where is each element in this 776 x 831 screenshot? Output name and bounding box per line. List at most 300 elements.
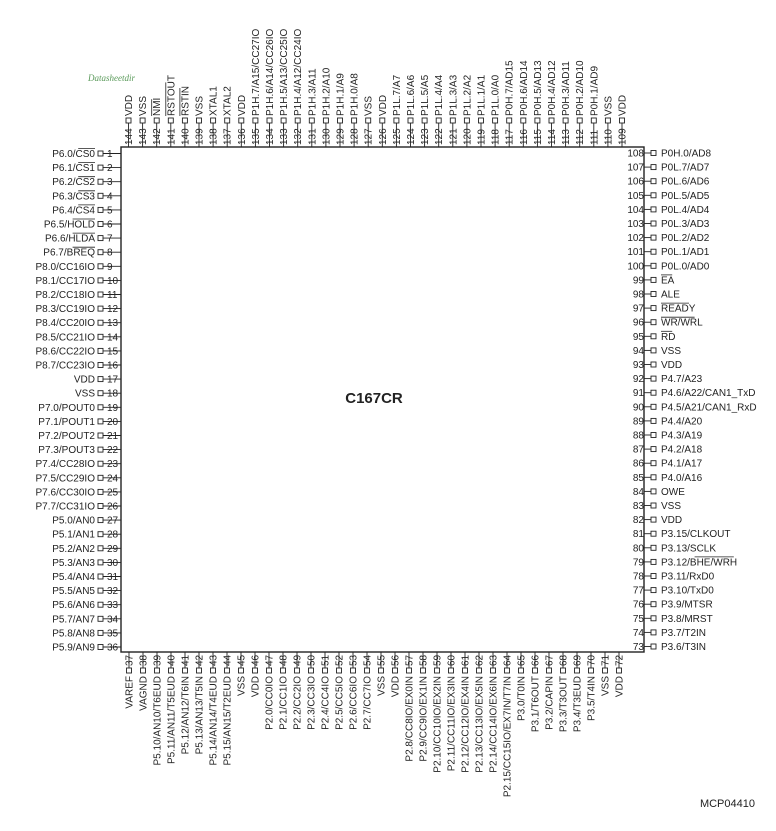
pin [633,543,716,554]
pin-label: VDD [617,94,629,116]
pin [633,529,731,540]
pin-label: P3.3/T3OUT [558,676,570,733]
pin-pad [450,118,455,123]
pin-pad [380,118,385,123]
pin [265,652,276,730]
pin-label: P4.7/A23 [661,374,703,386]
pin-pad [98,560,103,565]
pin [36,473,121,484]
pin-number: 52 [334,654,346,666]
pin-label: P1H.0/A8 [349,73,361,116]
pin-label: P6.1/CS1 [52,163,95,175]
pin-label: P2.13/CC13IO/EX5IN [474,676,486,773]
pin-label: READY [661,303,696,315]
pin-number: 131 [307,128,319,145]
pin-label: VSS [603,95,615,116]
pin-label: P5.6/AN6 [52,600,95,612]
pin-label: P1L.1/A1 [476,74,488,116]
pin [633,331,676,343]
pin-number: 7 [107,233,113,245]
pin-number: 20 [107,416,119,428]
pin [633,416,703,427]
pin-label: RSTOUT [166,75,178,116]
pin-label: P5.2/AN2 [52,543,95,555]
pin-number: 135 [250,128,262,145]
pin [38,431,121,442]
pins-top [124,29,629,147]
pin-number: 45 [236,654,248,666]
pin-pad [267,668,272,673]
pin-pad [98,377,103,382]
pin [52,516,121,527]
pin-label: P5.1/AN1 [52,529,95,541]
pin [627,219,709,230]
pin-pad [651,221,656,226]
pin-label: P2.2/CC2IO [292,676,304,730]
pin-label: P8.5/CC21IO [35,332,95,344]
pin-pad [547,668,552,673]
pin [633,501,681,512]
pin-number: 76 [632,599,644,611]
pin-pad [449,668,454,673]
pin-number: 136 [236,128,248,145]
pin [533,60,544,147]
pin-pad [651,559,656,564]
pin-number: 29 [107,543,119,555]
pin-label: P0H.3/AD11 [561,61,573,116]
pin-number: 100 [627,261,644,273]
pin-pad [253,118,258,123]
pin-label: VDD [377,94,389,116]
pin-label: P1L.2/A2 [462,74,474,116]
pin-label: P5.13/AN13/T5IN [194,676,206,755]
pin-pad [98,348,103,353]
pin-pad [239,668,244,673]
pin-number: 91 [632,388,644,400]
pin-label: P3.6/T3IN [661,642,707,653]
pin-label: P2.10/CC10IO/EX2IN [432,676,444,773]
pin [561,61,572,147]
pin [627,191,709,202]
pin-label: P0L.7/AD7 [661,162,710,174]
pin-pad [422,118,427,123]
pin-number: 75 [632,613,644,625]
pin [573,652,584,732]
pin [36,290,121,301]
pin-number: 17 [107,374,119,386]
pin [125,652,136,709]
pin [167,652,178,764]
pin [52,600,121,611]
pin-pad [365,668,370,673]
pin-number: 80 [632,543,644,555]
pin-pad [98,518,103,523]
pin-number: 109 [617,128,629,145]
pin-label: P4.0/A16 [661,472,703,484]
pin-number: 42 [194,654,206,666]
pin-pad [98,179,103,184]
pin-number: 132 [293,128,305,145]
pin [279,652,290,730]
pin-label: VDD [614,676,626,698]
pin-number: 106 [627,176,644,188]
pin-pad [323,118,328,123]
pin [517,652,528,721]
pin-pad [379,668,384,673]
pin-label: P2.12/CC12IO/EX4IN [460,676,472,773]
pin [633,600,713,611]
pin-pad [575,668,580,673]
pin-pad [394,118,399,123]
pin-label: P5.0/AN0 [52,515,95,527]
pin-pad [98,588,103,593]
pin-label: VSS [194,95,206,116]
pin-label: P1H.6/A14/CC26IO [265,28,276,116]
pin-label: P5.10/AN10/T6EUD [152,676,164,766]
pin [627,205,709,216]
pin [627,233,709,244]
pin [336,73,347,147]
pin [52,191,121,203]
pin-pad [407,668,412,673]
pin-number: 139 [194,128,206,145]
pin-pad [98,447,103,452]
pin-label: P3.10/TxD0 [661,585,714,597]
pin-pad [98,250,103,255]
pin-number: 102 [627,233,644,245]
pin-pad [98,532,103,537]
pin [364,96,375,147]
pin-label: VDD [661,360,683,371]
pin-label: P0L.1/AD1 [661,247,710,259]
pin-pad [393,668,398,673]
pin [633,275,675,287]
pin-number: 113 [561,129,573,145]
pin-number: 35 [107,628,119,640]
pin-number: 61 [460,654,472,666]
pin-pad [182,118,187,123]
pin [138,96,149,147]
pin-number: 79 [632,557,644,569]
pin-label: VDD [73,374,95,386]
pin-label: VSS [661,345,682,357]
pin-pad [651,616,656,621]
pin-label: P5.8/AN8 [52,628,95,640]
pin [633,445,703,456]
pin-number: 43 [208,654,220,666]
pin-pad [168,118,173,123]
pin-pad [651,277,656,282]
pin-number: 87 [632,444,644,456]
pin-label: VDD [250,676,262,698]
pin-label: P4.1/A17 [661,458,703,470]
pin-pad [253,668,258,673]
pin-pad [651,461,656,466]
pin [38,417,121,428]
pin [545,652,556,730]
pin-number: 58 [418,654,430,666]
pin-pad [98,546,103,551]
pin-label: P1L.6/A6 [406,74,417,116]
pin-pad [651,263,656,268]
pin-pad [436,118,441,123]
pin-number: 11 [107,290,118,301]
pin-number: 44 [222,654,234,666]
pin [52,643,121,654]
pin-label: P6.3/CS3 [52,191,95,203]
pin-number: 70 [586,654,598,666]
pin [124,95,135,147]
pin-number: 60 [446,654,458,666]
pin-number: 114 [547,129,558,145]
pin-pad [197,118,202,123]
pin-number: 108 [627,148,644,160]
pin-pad [651,151,656,156]
pin-pad [561,668,566,673]
pin-pad [651,644,656,649]
pin-label: P3.2/CAPIN [544,676,556,730]
pin-pad [169,668,174,673]
pin-pad [98,630,103,635]
pin-pad [651,376,656,381]
pin [475,652,486,773]
pin-pad [352,118,357,123]
pin-label: P5.11/AN11/T5EUD [166,676,178,765]
pin-number: 64 [502,654,514,666]
pin-number: 134 [265,128,276,145]
pin-number: 128 [349,128,361,145]
pin-number: 96 [632,317,644,329]
pin-number: 67 [544,654,556,666]
pin-pad [225,668,230,673]
pin-number: 14 [107,332,119,344]
pin-pad [651,235,656,240]
pins-bottom [125,652,626,797]
pin-pad [591,118,596,123]
pin-pad [651,545,656,550]
pin-label: P5.14/AN14/T4EUD [208,676,220,766]
pin [633,303,696,315]
pin-label: P5.15/AN15/T2EUD [222,676,234,766]
pin-number: 73 [632,642,644,653]
pin [633,473,703,484]
pin-label: VSS [661,501,682,512]
pin-pad [651,207,656,212]
pin [36,361,121,372]
pin-label: P3.13/SCLK [661,543,717,555]
pin-pad [651,588,656,593]
pin-label: P8.0/CC16IO [35,261,95,273]
pin-label: P2.3/CC3IO [306,676,318,730]
pin-label: P2.4/CC4IO [320,676,332,730]
pin-number: 25 [107,487,119,499]
pin-pad [651,503,656,508]
pin-pad [98,278,103,283]
pin-label: P6.6/HLDA [44,233,95,245]
pin [633,360,682,371]
pin [633,487,685,498]
pin-pad [98,602,103,607]
pin-pad [421,668,426,673]
pin [633,628,706,639]
pin [52,163,121,175]
pin-label: P2.5/CC5IO [334,676,346,730]
pin [180,86,192,147]
pin [633,572,715,583]
pin-number: 130 [321,128,333,145]
pin-label: P7.5/CC29IO [35,473,95,485]
pin-pad [211,668,216,673]
pin-label: P2.11/CC11IO/EX3IN [446,676,458,772]
pin-label: P2.0/CC0IO [264,676,276,730]
pin [603,96,614,147]
pin-number: 74 [632,627,644,639]
pin-label: P5.4/AN4 [52,572,95,583]
pin-pad [98,475,103,480]
pin [633,459,703,470]
pin-number: 133 [279,128,291,145]
pin-label: P4.5/A21/CAN1_RxD [661,402,757,414]
pin-number: 3 [107,177,113,189]
pin [633,586,714,597]
pin-number: 15 [107,346,119,358]
pin-pad [651,193,656,198]
pin-label: VDD [390,676,402,698]
pin-pad [98,419,103,424]
chip-name: C167CR [345,390,403,407]
pin-pad [651,334,656,339]
pin-pad [651,390,656,395]
pin-label: P6.7/BREQ [43,247,95,259]
pin-number: 57 [404,654,416,666]
pin-label: P3.12/BHE/WRH [661,557,738,569]
pin-label: XTAL1 [208,86,220,116]
pin-number: 78 [632,571,644,583]
pin-number: 39 [152,654,164,666]
pin-label: P1H.2/A10 [321,67,333,116]
pin-label: VDD [124,94,135,116]
pin [633,642,706,653]
pin-number: 82 [632,515,644,527]
pin [419,652,430,762]
pin-pad [98,334,103,339]
pin-number: 94 [632,345,644,357]
pin [38,403,121,414]
pin-label: P0H.7/AD15 [504,60,516,116]
pin-pad [98,207,103,212]
pin-number: 89 [632,416,644,428]
pin-label: P1H.7/A15/CC27IO [250,28,262,116]
figure-id: MCP04410 [699,798,755,810]
pin-label: P0H.6/AD14 [518,60,530,116]
pin-pad [589,668,594,673]
pin-label: P7.6/CC30IO [35,487,95,499]
pin-label: P2.6/CC6IO [348,676,360,730]
pin-pad [98,574,103,579]
pin-pad [267,118,272,123]
pin-label: P1H.5/A13/CC25IO [279,28,291,116]
pin-label: P1H.3/A11 [307,68,319,116]
pin-pad [351,668,356,673]
pin-label: P0H.2/AD10 [575,60,587,116]
pin [195,96,206,147]
pin-pad [651,602,656,607]
pin-label: P1L.5/A5 [420,74,432,116]
pin-pad [197,668,202,673]
pin-pad [651,404,656,409]
pin-pad [519,668,524,673]
pin-number: 95 [632,331,644,343]
pin-label: XTAL2 [222,86,234,116]
pin-label: P0L.5/AD5 [661,190,710,202]
pin-label: P3.0/T0IN [516,676,528,722]
pin-label: P5.12/AN12/T6IN [180,676,192,755]
pin-label: P4.6/A22/CAN1_TxD [661,388,756,400]
pin-pad [98,320,103,325]
pin [52,177,121,189]
pin-pad [323,668,328,673]
pin-number: 22 [107,445,119,457]
pin-number: 105 [627,190,644,202]
pin-label: VSS [138,95,150,116]
pin [36,262,121,273]
pin-label: VSS [600,676,612,697]
pin-label: P0L.2/AD2 [661,233,710,245]
pin-number: 16 [107,360,119,372]
pin-pad [154,118,159,123]
pin [559,652,570,732]
pin [36,502,121,513]
pin-label: P6.5/HOLD [43,219,95,231]
pin-number: 5 [107,205,113,217]
pin [547,60,558,147]
pin [74,375,121,386]
pin-pad [549,118,554,123]
pin-pad [127,668,132,673]
pin [36,304,121,315]
pin-number: 88 [632,430,644,442]
pin [349,652,360,730]
pin-pad [479,118,484,123]
pin-pad [651,362,656,367]
pin-pad [464,118,469,123]
pin-number: 13 [107,318,119,330]
pin [627,261,709,272]
pin-number: 1 [107,149,113,160]
pin-pad [651,475,656,480]
pin-pad [98,616,103,621]
pin-number: 41 [180,654,192,666]
pin-number: 40 [166,654,178,666]
pin-label: P6.2/CS2 [52,177,95,189]
pin-pad [309,668,314,673]
pin-label: P2.9/CC9IO/EX1IN [418,676,430,762]
pin-label: VAREF [124,676,136,709]
pin-number: 126 [377,128,389,145]
pin-number: 23 [107,459,119,471]
pin-number: 129 [335,128,347,145]
pin [477,74,488,147]
pin-label: VSS [376,676,388,697]
pin-pad [183,668,188,673]
pin-number: 85 [632,472,644,484]
pin-label: P3.7/T2IN [661,627,707,639]
pin [587,652,598,721]
pin-pad [651,306,656,311]
pin [601,652,612,696]
pin [36,459,121,470]
pin [237,652,248,696]
